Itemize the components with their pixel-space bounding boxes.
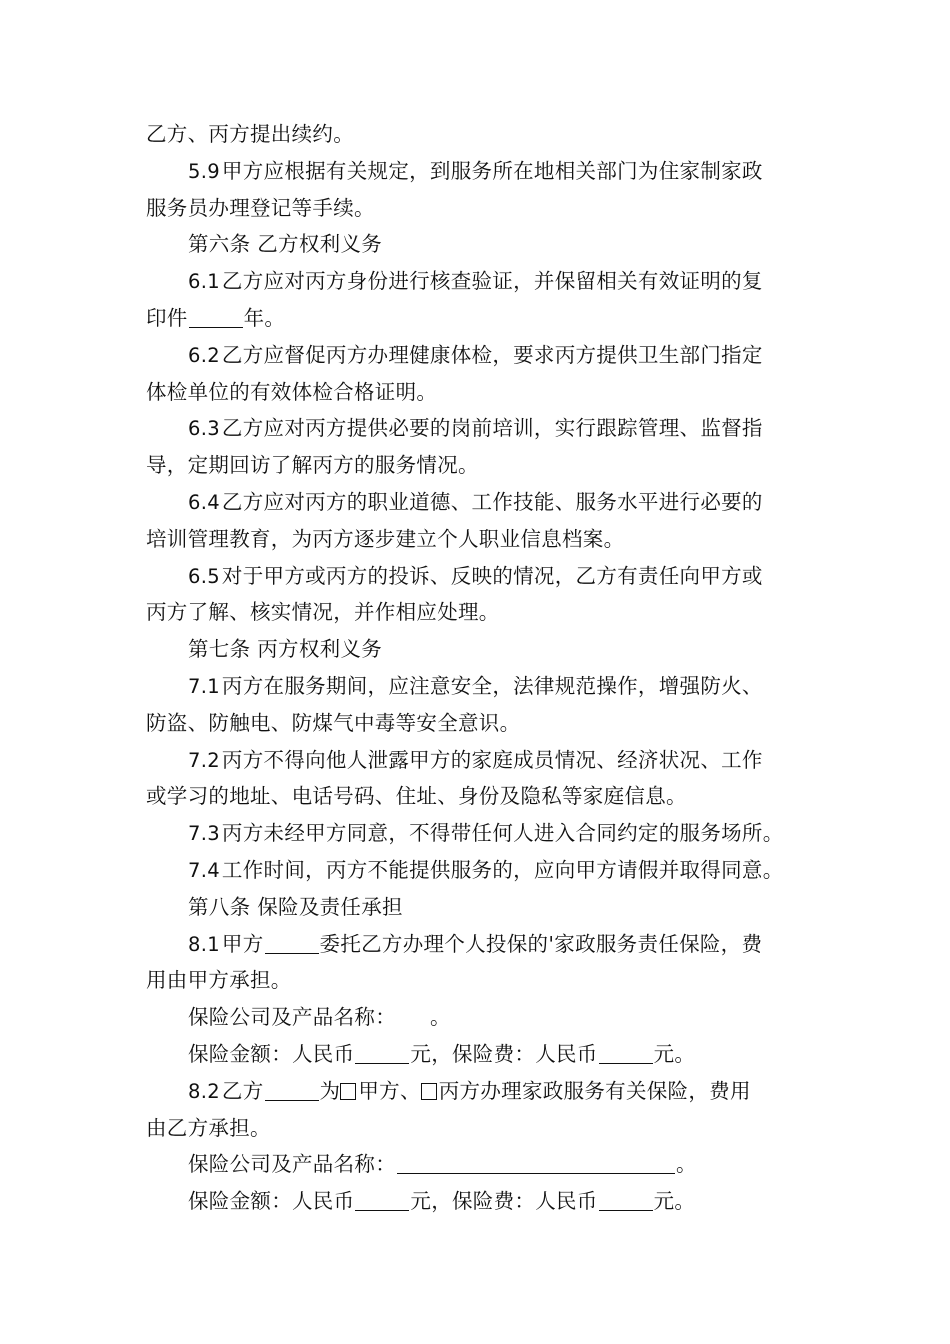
clause-7-3 xyxy=(146,815,816,852)
text: 乙方应对丙方身份进行核查验证，并保留相关有效证明的复 xyxy=(221,269,763,294)
text-line xyxy=(146,521,816,558)
text-line xyxy=(146,962,816,999)
clause-number: 6.4 xyxy=(188,490,220,514)
fill-blank-premium[interactable] xyxy=(599,1043,653,1064)
text: 保险公司及产品名称： xyxy=(188,1005,396,1030)
text-line xyxy=(146,374,816,411)
text: 培训管理教育，为丙方逐步建立个人职业信息档案。 xyxy=(146,526,625,551)
clause-number: 6.1 xyxy=(188,270,220,294)
clause-6-3 xyxy=(146,410,816,447)
article-heading-8 xyxy=(146,889,816,926)
clause-number: 8.2 xyxy=(188,1079,220,1103)
text: 委托乙方办理个人投保的'家政服务责任保险，费 xyxy=(319,931,763,956)
fill-blank-consent[interactable] xyxy=(265,1080,319,1101)
clause-6-5 xyxy=(146,558,816,595)
text: 年。 xyxy=(243,305,286,330)
text: 工作时间，丙方不能提供服务的，应向甲方请假并取得同意。 xyxy=(221,857,784,882)
text: 保险公司及产品名称： xyxy=(188,1152,396,1177)
clause-number: 6.3 xyxy=(188,417,220,441)
clause-number: 7.3 xyxy=(188,822,220,846)
text: 乙方、丙方提出续约。 xyxy=(146,122,354,146)
text: 元，保险费：人民币 xyxy=(410,1189,598,1214)
clause-7-1 xyxy=(146,668,816,705)
text: 甲方、 xyxy=(358,1078,421,1103)
clause-7-4 xyxy=(146,852,816,889)
text: 丙方不得向他人泄露甲方的家庭成员情况、经济状况、工作 xyxy=(221,747,763,772)
clause-6-2 xyxy=(146,337,816,374)
text: 由乙方承担。 xyxy=(146,1115,271,1140)
text: 。 xyxy=(430,1005,451,1030)
document-page xyxy=(146,116,816,1220)
text: 体检单位的有效体检合格证明。 xyxy=(146,379,438,404)
clause-number: 7.2 xyxy=(188,748,220,772)
text: 乙方应对丙方的职业道德、工作技能、服务水平进行必要的 xyxy=(221,489,763,514)
fill-blank-insurer[interactable] xyxy=(397,1153,675,1174)
text: 丙方在服务期间，应注意安全，法律规范操作，增强防火、 xyxy=(221,673,763,698)
text: 乙方应督促丙方办理健康体检，要求丙方提供卫生部门指定 xyxy=(221,342,763,367)
text-line xyxy=(146,190,816,227)
text-line xyxy=(146,300,816,337)
text-line xyxy=(146,116,816,153)
text: 为 xyxy=(319,1078,341,1103)
text: 印件 xyxy=(146,305,188,330)
clause-6-1 xyxy=(146,263,816,300)
text-line xyxy=(146,447,816,484)
text: 丙方了解、核实情况，并作相应处理。 xyxy=(146,600,500,625)
text: 甲方应根据有关规定，到服务所在地相关部门为住家制家政 xyxy=(221,158,763,183)
text: 丙方未经甲方同意，不得带任何人进入合同约定的服务场所。 xyxy=(221,821,784,846)
clause-8-1 xyxy=(146,926,816,963)
clause-number: 6.2 xyxy=(188,343,220,367)
insurer-line xyxy=(146,999,816,1036)
fill-blank-consent[interactable] xyxy=(265,933,319,954)
text: 保险金额：人民币 xyxy=(188,1189,355,1214)
text: 元。 xyxy=(653,1041,696,1066)
checkbox-party-a[interactable] xyxy=(340,1083,356,1100)
text: 。 xyxy=(676,1152,697,1177)
clause-8-2 xyxy=(146,1073,816,1110)
text-line xyxy=(146,594,816,631)
text: 元，保险费：人民币 xyxy=(410,1041,598,1066)
checkbox-party-c[interactable] xyxy=(421,1083,437,1100)
heading-text: 第七条 丙方权利义务 xyxy=(188,637,383,662)
text: 导，定期回访了解丙方的服务情况。 xyxy=(146,453,479,478)
text-line xyxy=(146,1110,816,1147)
clause-6-4 xyxy=(146,484,816,521)
text: 保险金额：人民币 xyxy=(188,1041,355,1066)
fill-blank-years[interactable] xyxy=(189,307,243,328)
text: 服务员办理登记等手续。 xyxy=(146,195,375,220)
text: 或学习的地址、电话号码、住址、身份及隐私等家庭信息。 xyxy=(146,784,687,809)
text: 乙方 xyxy=(221,1078,264,1103)
clause-number: 5.9 xyxy=(188,159,220,183)
text: 元。 xyxy=(653,1189,696,1214)
insurance-amount-line xyxy=(146,1183,816,1220)
heading-text: 第六条 乙方权利义务 xyxy=(188,232,383,257)
heading-text: 第八条 保险及责任承担 xyxy=(188,894,403,919)
text-line xyxy=(146,778,816,815)
fill-blank-amount[interactable] xyxy=(355,1043,409,1064)
article-heading-6 xyxy=(146,226,816,263)
fill-blank-amount[interactable] xyxy=(355,1190,409,1211)
clause-5-9 xyxy=(146,153,816,190)
text: 防盗、防触电、防煤气中毒等安全意识。 xyxy=(146,710,521,735)
article-heading-7 xyxy=(146,631,816,668)
text: 用由甲方承担。 xyxy=(146,968,292,993)
text: 甲方 xyxy=(221,931,264,956)
clause-number: 7.4 xyxy=(188,858,220,882)
text: 对于甲方或丙方的投诉、反映的情况，乙方有责任向甲方或 xyxy=(221,563,763,588)
fill-blank-premium[interactable] xyxy=(599,1190,653,1211)
clause-number: 6.5 xyxy=(188,564,220,588)
text: 丙方办理家政服务有关保险，费用 xyxy=(438,1078,751,1103)
insurer-line xyxy=(146,1146,816,1183)
insurance-amount-line xyxy=(146,1036,816,1073)
clause-number: 7.1 xyxy=(188,674,220,698)
text-line xyxy=(146,705,816,742)
clause-number: 8.1 xyxy=(188,932,220,956)
text: 乙方应对丙方提供必要的岗前培训，实行跟踪管理、监督指 xyxy=(221,416,763,441)
clause-7-2 xyxy=(146,742,816,779)
